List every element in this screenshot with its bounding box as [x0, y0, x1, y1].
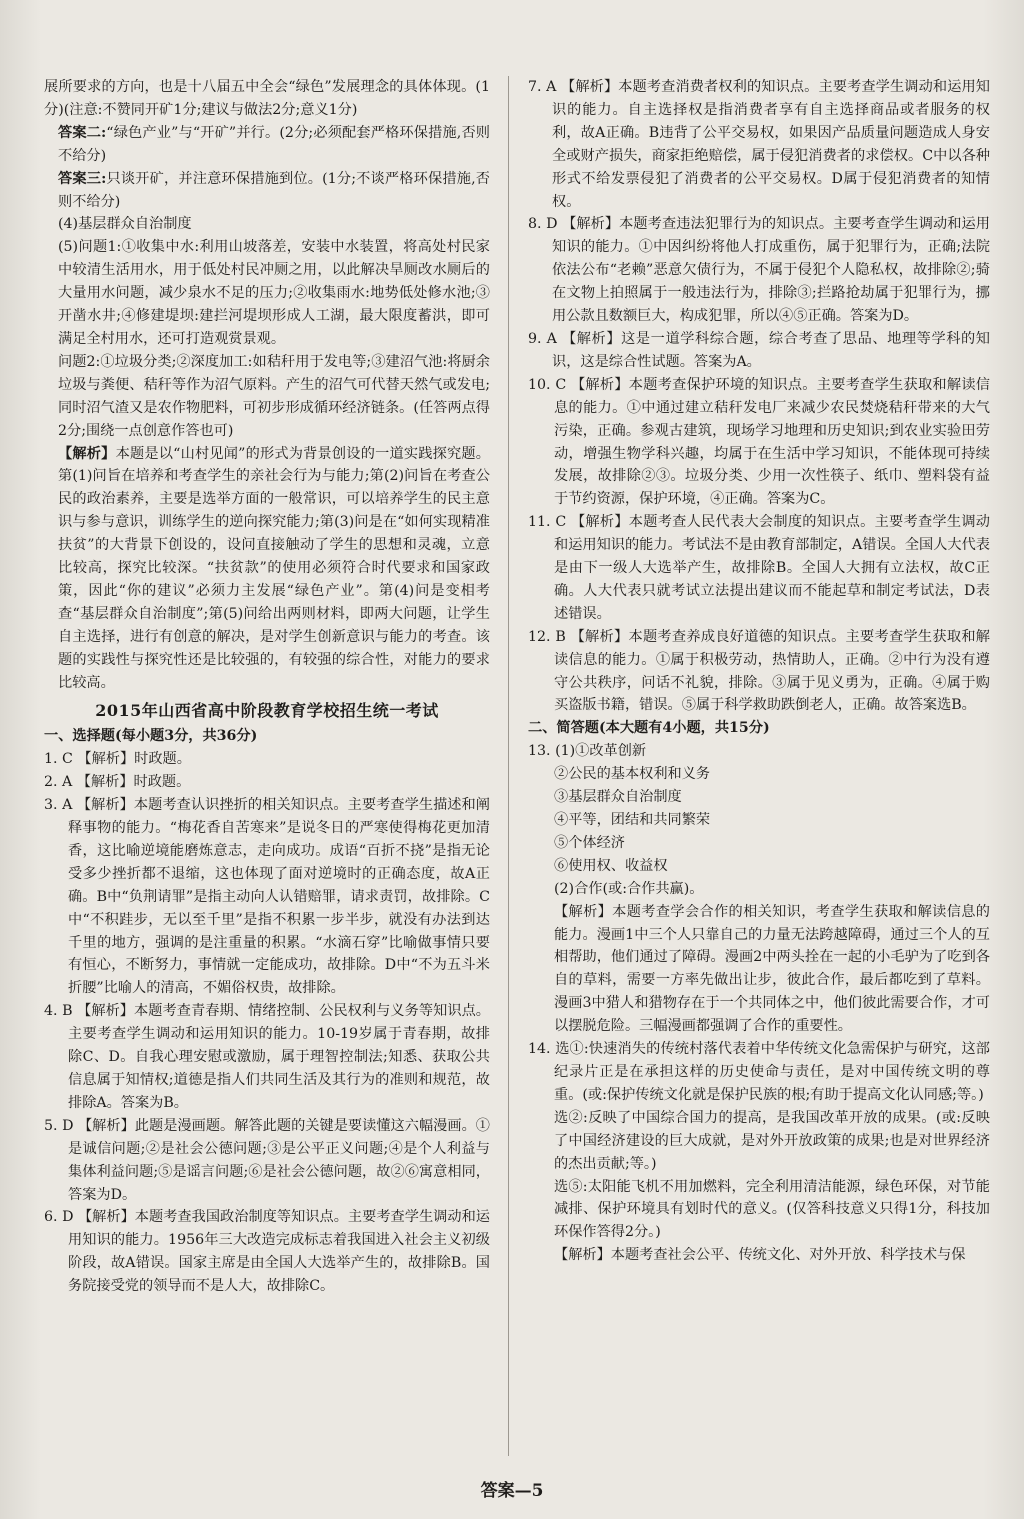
section-choice-heading: 一、选择题(每小题3分，共36分)	[44, 728, 258, 745]
answer-three	[44, 168, 490, 214]
answer-two-text: “绿色产业”与“开矿”并行。(2分;必须配套严格环保措施,否则不给分)	[58, 124, 490, 164]
answer-q13-item-2: ②公民的基本权利和义务	[554, 766, 711, 783]
answer-q13-item-4: ④平等，团结和共同繁荣	[554, 812, 711, 828]
answer-part-5-question-2: 问题2:①垃圾分类;②深度加工:如秸秆用于发电等;③建沼气池:将厨余垃圾与粪便、秸秆等作为沼气原料。产生的沼气可代替天然气或发电;同时沼气渣又是农作物肥料，可初步形成循环经济链条。(任答两点得2分;围绕一点创意作答也可)	[58, 353, 490, 439]
exam-title: 2015年山西省高中阶段教育学校招生统一考试	[95, 701, 439, 721]
answer-q9: 9. A 【解析】这是一道学科综合题，综合考查了思品、地理等学科的知识，这是综合性试题。答案为A。	[528, 330, 990, 370]
answer-q7: 7. A 【解析】本题考查消费者权利的知识点。主要考查学生调动和运用知识的能力。自主选择权是指消费者享有自主选择商品或者服务的权利，故A正确。B违背了公平交易权，如果因产品质量问题造成人身安全或财产损失，商家拒绝赔偿，属于侵犯消费者的求偿权。C中以各种形式不给发票侵犯了消费者的公平交易权。D属于侵犯消费者的知情权。	[528, 79, 990, 210]
answer-q13-item-5: ⑤个体经济	[554, 834, 625, 851]
answer-part-4: (4)基层群众自治制度	[58, 216, 192, 233]
answer-q13-item-6: ⑥使用权、收益权	[554, 857, 668, 874]
answer-q10: 10. C 【解析】本题考查保护环境的知识点。主要考查学生获取和解读信息的能力。①中通过建立秸秆发电厂来减少农民焚烧秸秆带来的大气污染，正确。参观古建筑，现场学习地理和历史知识;到农业实验田劳动，增强生物学科兴趣，均属于在生活中学习知识，不能体现可持续发展，故排除②③。垃圾分类、少用一次性筷子、纸巾、塑料袋有益于节约资源，保护环境，④正确。答案为C。	[528, 376, 990, 508]
answer-q5: 5. D 【解析】此题是漫画题。解答此题的关键是要读懂这六幅漫画。①是诚信问题;②是社会公德问题;③是公平正义问题;④是个人利益与集体利益问题;⑤是谣言问题;⑥是社会公德问题，故②⑥寓意相同，答案为D。	[44, 1117, 490, 1203]
left-column	[44, 76, 490, 1298]
answer-q13-part-2: (2)合作(或:合作共赢)。	[554, 880, 704, 897]
answer-q8: 8. D 【解析】本题考查违法犯罪行为的知识点。主要考查学生调动和运用知识的能力。①中因纠纷将他人打成重伤，属于犯罪行为，正确;法院依法公布“老赖”恶意欠债行为，不属于侵犯个人隐私权，故排除②;骑在文物上拍照属于一般违法行为，排除③;拦路抢劫属于犯罪行为，挪用公款且数额巨大，构成犯罪，所以④⑤正确。答案为D。	[528, 216, 990, 325]
answer-q14-option-5: 选⑤:太阳能飞机不用加燃料，完全利用清洁能源，绿色环保，对节能减排、保护环境具有划时代的意义。(仅答科技意义只得1分，科技加环保作答得2分。)	[554, 1178, 990, 1241]
answer-part-5-question-1: (5)问题1:①收集中水:利用山坡落差，安装中水装置，将高处村民家中较清生活用水，用于低处村民冲厕之用，以此解决旱厕改水厕后的大量用水问题，减少泉水不足的压力;②收集雨水:地势低处修水池;③开凿水井;④修建堤坝:建拦河堤坝形成人工湖，最大限度蓄洪，即可满足全村用水，还可打造观赏景观。	[58, 239, 490, 347]
answer-q6: 6. D 【解析】本题考查我国政治制度等知识点。主要考查学生调动和运用知识的能力。1956年三大改造完成标志着我国进入社会主义初级阶段，故A错误。国家主席是由全国人大选举产生的，故排除B。国务院接受党的领导而不是人大，故排除C。	[44, 1209, 490, 1295]
answer-q13-analysis: 【解析】本题考查学会合作的相关知识，考查学生获取和解读信息的能力。漫画1中三个人只靠自己的力量无法跨越障碍，通过三个人的互相帮助，他们通过了障碍。漫画2中两头拴在一起的小毛驴为了吃到各自的草料，需要一方率先做出让步，彼此合作，最后都吃到了草料。漫画3中猎人和猎物存在于一个共同体之中，他们彼此需要合作，才可以摆脱危险。三幅漫画都强调了合作的重要性。	[554, 903, 990, 1035]
paragraph-green-development: 展所要求的方向，也是十八届五中全会“绿色”发展理念的具体体现。(1分)(注意:不赞同开矿1分;建议与做法2分;意义1分)	[44, 79, 490, 118]
answer-q4: 4. B 【解析】本题考查青春期、情绪控制、公民权利与义务等知识点。主要考查学生调动和运用知识的能力。10-19岁属于青春期，故排除C、D。自我心理安慰或激励，属于理智控制法;知悉、获取公共信息属于知情权;道德是指人们共同生活及其行为的准则和规范，故排除A。答案为B。	[44, 1003, 490, 1111]
answer-q14-option-2: 选②:反映了中国综合国力的提高，是我国改革开放的成果。(或:反映了中国经济建设的巨大成就，是对外开放政策的成果;也是对世界经济的杰出贡献;等。)	[554, 1109, 990, 1172]
answer-two-label: 答案二:	[58, 124, 107, 141]
answer-two	[44, 122, 490, 168]
answer-q14-option-1: 14. 选①:快速消失的传统村落代表着中华传统文化急需保护与研究，这部纪录片正是在承担这样的历史使命与责任，是对中国传统文明的尊重。(或:保护传统文化就是保护民族的根;有助于提高文化认同感;等。)	[528, 1041, 990, 1103]
answer-q1: 1. C 【解析】时政题。	[44, 751, 191, 768]
analysis-label: 【解析】	[58, 445, 116, 462]
answer-q12: 12. B 【解析】本题考查养成良好道德的知识点。主要考查学生获取和解读信息的能力。①属于积极劳动，热情助人，正确。②中行为没有遵守公共秩序，问话不礼貌，排除。③属于见义勇为，正确。④属于购买盗版书籍，错误。⑤属于科学救助跌倒老人，正确。故答案选B。	[528, 628, 990, 714]
analysis-text: 本题是以“山村见闻”的形式为背景创设的一道实践探究题。第(1)问旨在培养和考查学生的亲社会行为与能力;第(2)问旨在考查公民的政治素养，主要是选举方面的一般常识，可以培养学生的民主意识与参与意识，训练学生的逆向探究能力;第(3)问是在“如何实现精准扶贫”的大背景下创设的，设问直接触动了学生的思想和灵魂，立意比较高，探究比较深。“扶贫款”的使用必须符合时代要求和国家政策，因此“你的建议”必须力主发展“绿色产业”。第(4)问是变相考查“基层群众自治制度”;第(5)问给出两则材料，即两大问题，让学生自主选择，进行有创意的解决，是对学生创新意识与能力的考查。该题的实践性与探究性还是比较强的，有较强的综合性，对能力的要求比较高。	[58, 445, 490, 691]
column-divider	[508, 76, 509, 1456]
answer-q14-analysis: 【解析】本题考查社会公平、传统文化、对外开放、科学技术与保	[554, 1247, 966, 1264]
answer-q13-item-3: ③基层群众自治制度	[554, 789, 682, 806]
answer-three-text: 只谈开矿，并注意环保措施到位。(1分;不谈严格环保措施,否则不给分)	[58, 170, 490, 210]
page-number: 答案—5	[480, 1481, 544, 1501]
answer-q13-item-1: 13. (1)①改革创新	[528, 743, 647, 760]
answer-three-label: 答案三:	[58, 170, 107, 187]
answer-q2: 2. A 【解析】时政题。	[44, 774, 191, 791]
analysis-paragraph	[44, 443, 490, 695]
right-column	[528, 76, 990, 1267]
section-short-answer-heading: 二、简答题(本大题有4小题，共15分)	[528, 720, 770, 737]
answer-q11: 11. C 【解析】本题考查人民代表大会制度的知识点。主要考查学生调动和运用知识的能力。考试法不是由教育部制定，A错误。全国人大代表是由下一级人大选举产生，故排除B。全国人大拥有立法权，故C正确。人大代表只就考试立法提出建议而不能起草和制定考试法，D表述错误。	[528, 514, 990, 622]
answer-q3: 3. A 【解析】本题考查认识挫折的相关知识点。主要考查学生描述和阐释事物的能力。“梅花香自苦寒来”是说冬日的严寒使得梅花更加清香，这比喻逆境能磨炼意志，走向成功。成语“百折不挠”是指无论受多少挫折都不退缩，这也体现了面对逆境时的正确态度，故A正确。B中“负荆请罪”是指主动向人认错赔罪，请求责罚，故排除。C中“不积跬步，无以至千里”是指不积累一步半步，就没有办法到达千里的地方，强调的是注重量的积累。“水滴石穿”比喻做事情只要有恒心，不断努力，事情就一定能成功，故排除。D中“不为五斗米折腰”比喻人的清高，不媚俗权贵，故排除。	[44, 797, 490, 997]
